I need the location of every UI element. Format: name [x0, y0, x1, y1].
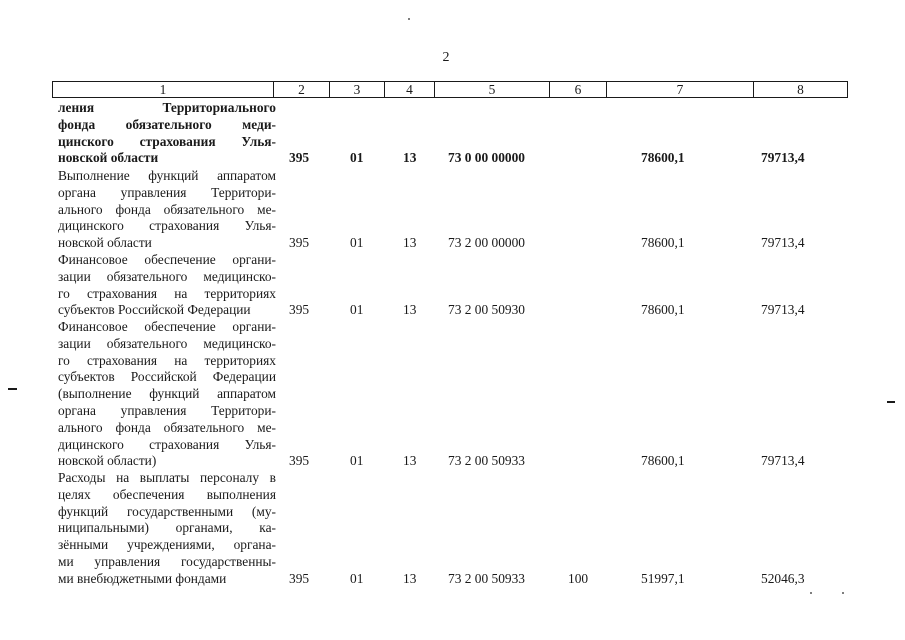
description-line: Выполнение функций аппаратом — [58, 168, 276, 183]
header-col-1: 1 — [53, 82, 274, 97]
description-line: го страхования на территориях — [58, 352, 276, 368]
cell-c8: 79713,4 — [761, 453, 805, 469]
description-line: (выполнение функций аппаратом — [58, 386, 276, 402]
description-line: зации обязательного медицинско- — [58, 268, 276, 284]
description-line: цинского страхования Улья- — [58, 133, 276, 149]
header-col-8: 8 — [797, 82, 804, 97]
cell-c4: 13 — [403, 150, 417, 166]
scan-speck — [408, 18, 410, 20]
cell-c2: 395 — [289, 150, 310, 166]
cell-c5: 73 2 00 00000 — [448, 235, 525, 251]
page-number: 2 — [442, 50, 450, 65]
description-line: функций государственными (му- — [58, 503, 276, 519]
cell-c4: 13 — [403, 302, 417, 318]
cell-c8: 79713,4 — [761, 150, 805, 166]
description-line: ального фонда обязательного ме- — [58, 419, 276, 435]
cell-c7: 78600,1 — [641, 235, 685, 251]
cell-c2: 395 — [289, 453, 310, 469]
description-line: субъектов Российской Федерации — [58, 369, 276, 385]
description-line: дицинского страхования Улья- — [58, 436, 276, 452]
description-line: органа управления Территори- — [58, 184, 276, 200]
description-line: го страхования на территориях — [58, 285, 276, 301]
cell-c3: 01 — [350, 570, 364, 586]
description-line: ми внебюджетными фондами — [58, 570, 227, 586]
cell-c2: 395 — [289, 302, 310, 318]
scan-mark-left — [8, 388, 17, 390]
cell-c4: 13 — [403, 453, 417, 469]
description-line: субъектов Российской Федерации — [58, 302, 251, 318]
row-description — [58, 100, 276, 167]
description-line: зации обязательного медицинско- — [58, 335, 276, 351]
cell-c8: 79713,4 — [761, 302, 805, 318]
cell-c3: 01 — [350, 453, 364, 469]
cell-c3: 01 — [350, 235, 364, 251]
cell-c3: 01 — [350, 302, 364, 318]
description-line: зёнными учреждениями, органа- — [58, 537, 276, 553]
description-line: новской области — [58, 150, 159, 166]
description-line: ниципальными) органами, ка- — [58, 520, 276, 536]
cell-c8: 79713,4 — [761, 235, 805, 251]
description-line: органа управления Территори- — [58, 402, 276, 418]
row-description — [58, 252, 276, 319]
cell-c5: 73 0 00 00000 — [448, 150, 525, 166]
cell-c3: 01 — [350, 150, 364, 166]
description-line: ления Территориального — [58, 100, 276, 115]
description-line: Финансовое обеспечение органи- — [58, 319, 276, 334]
scan-speck — [810, 592, 812, 594]
description-line: ми управления государственны- — [58, 553, 276, 569]
description-line: фонда обязательного меди- — [58, 116, 276, 132]
cell-c7: 78600,1 — [641, 453, 685, 469]
scan-mark-right — [887, 401, 895, 403]
cell-c2: 395 — [289, 570, 310, 586]
cell-c5: 73 2 00 50933 — [448, 453, 525, 469]
description-line: ального фонда обязательного ме- — [58, 201, 276, 217]
cell-c7: 78600,1 — [641, 302, 685, 318]
description-line: новской области — [58, 235, 152, 251]
row-description — [58, 470, 276, 588]
row-description — [58, 168, 276, 252]
header-col-3: 3 — [330, 82, 385, 97]
table-header — [52, 81, 848, 98]
description-line: Финансовое обеспечение органи- — [58, 252, 276, 267]
description-line: дицинского страхования Улья- — [58, 218, 276, 234]
cell-c2: 395 — [289, 235, 310, 251]
cell-c4: 13 — [403, 570, 417, 586]
header-col-6: 6 — [550, 82, 607, 97]
row-description — [58, 319, 276, 470]
scan-speck — [842, 592, 844, 594]
header-col-4: 4 — [385, 82, 435, 97]
cell-c6: 100 — [568, 570, 589, 586]
header-col-2: 2 — [274, 82, 330, 97]
description-line: новской области) — [58, 453, 157, 469]
cell-c7: 51997,1 — [641, 570, 685, 586]
cell-c5: 73 2 00 50933 — [448, 570, 525, 586]
header-col-7: 7 — [607, 82, 754, 97]
cell-c8: 52046,3 — [761, 570, 805, 586]
description-line: целях обеспечения выполнения — [58, 486, 276, 502]
description-line: Расходы на выплаты персоналу в — [58, 470, 276, 485]
header-col-5: 5 — [435, 82, 550, 97]
cell-c5: 73 2 00 50930 — [448, 302, 525, 318]
cell-c7: 78600,1 — [641, 150, 685, 166]
cell-c4: 13 — [403, 235, 417, 251]
